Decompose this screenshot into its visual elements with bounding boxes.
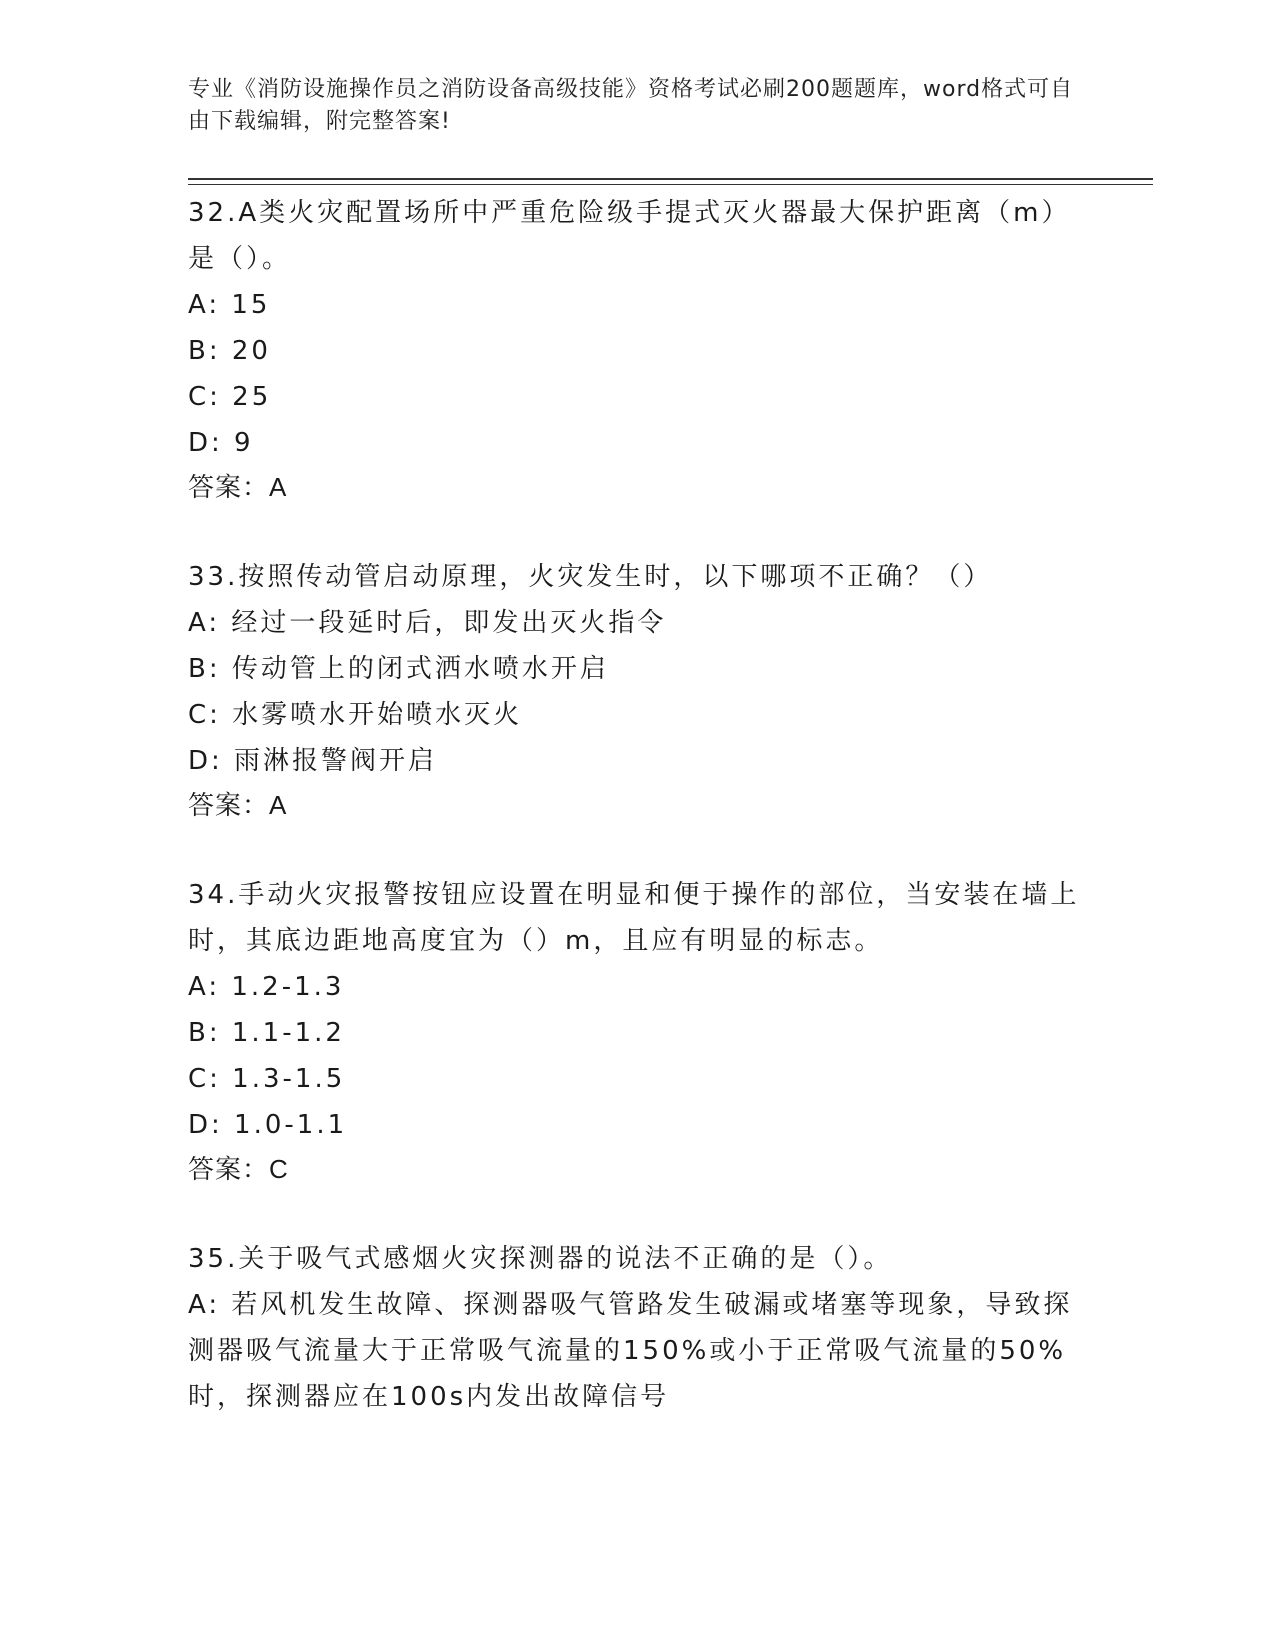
question-stem: 32.A类火灾配置场所中严重危险级手提式灭火器最大保护距离（m）是（）。: [188, 198, 1071, 274]
answer: 答案：C: [188, 1154, 289, 1184]
question-stem: 35.关于吸气式感烟火灾探测器的说法不正确的是（）。: [188, 1244, 893, 1274]
answer: 答案：A: [188, 790, 288, 820]
option-b: B: 1.1-1.2: [188, 1018, 345, 1048]
option-d: D: 9: [188, 428, 254, 458]
question-list: [188, 190, 1088, 1420]
option-c: C: 1.3-1.5: [188, 1064, 346, 1094]
question-32: [188, 190, 1088, 508]
question-34: [188, 872, 1088, 1190]
document-header: 专业《消防设施操作员之消防设备高级技能》资格考试必刷200题题库，word格式可自由下载编辑，附完整答案!: [188, 77, 1074, 134]
option-d: D: 雨淋报警阀开启: [188, 746, 438, 776]
option-b: B: 传动管上的闭式洒水喷水开启: [188, 654, 609, 684]
question-spacer: [188, 508, 1088, 554]
question-stem: 33.按照传动管启动原理，火灾发生时，以下哪项不正确？（）: [188, 562, 993, 592]
option-a: A: 15: [188, 290, 271, 320]
question-33: [188, 554, 1088, 826]
option-a: A: 1.2-1.3: [188, 972, 345, 1002]
question-stem: 34.手动火灾报警按钮应设置在明显和便于操作的部位，当安装在墙上时，其底边距地高度宜为（）m，且应有明显的标志。: [188, 880, 1080, 956]
option-c: C: 25: [188, 382, 272, 412]
question-spacer: [188, 1190, 1088, 1236]
option-a: A: 经过一段延时后，即发出灭火指令: [188, 608, 667, 638]
option-b: B: 20: [188, 336, 271, 366]
option-c: C: 水雾喷水开始喷水灭火: [188, 700, 523, 730]
header-divider-thin: [188, 184, 1153, 185]
header-divider-thick: [188, 178, 1153, 180]
answer: 答案：A: [188, 472, 288, 502]
option-d: D: 1.0-1.1: [188, 1110, 348, 1140]
question-spacer: [188, 826, 1088, 872]
option-a: A: 若风机发生故障、探测器吸气管路发生破漏或堵塞等现象，导致探测器吸气流量大于正常吸气流量的150%或小于正常吸气流量的50%时，探测器应在100s内发出故障信号: [188, 1290, 1073, 1412]
question-35: [188, 1236, 1088, 1420]
